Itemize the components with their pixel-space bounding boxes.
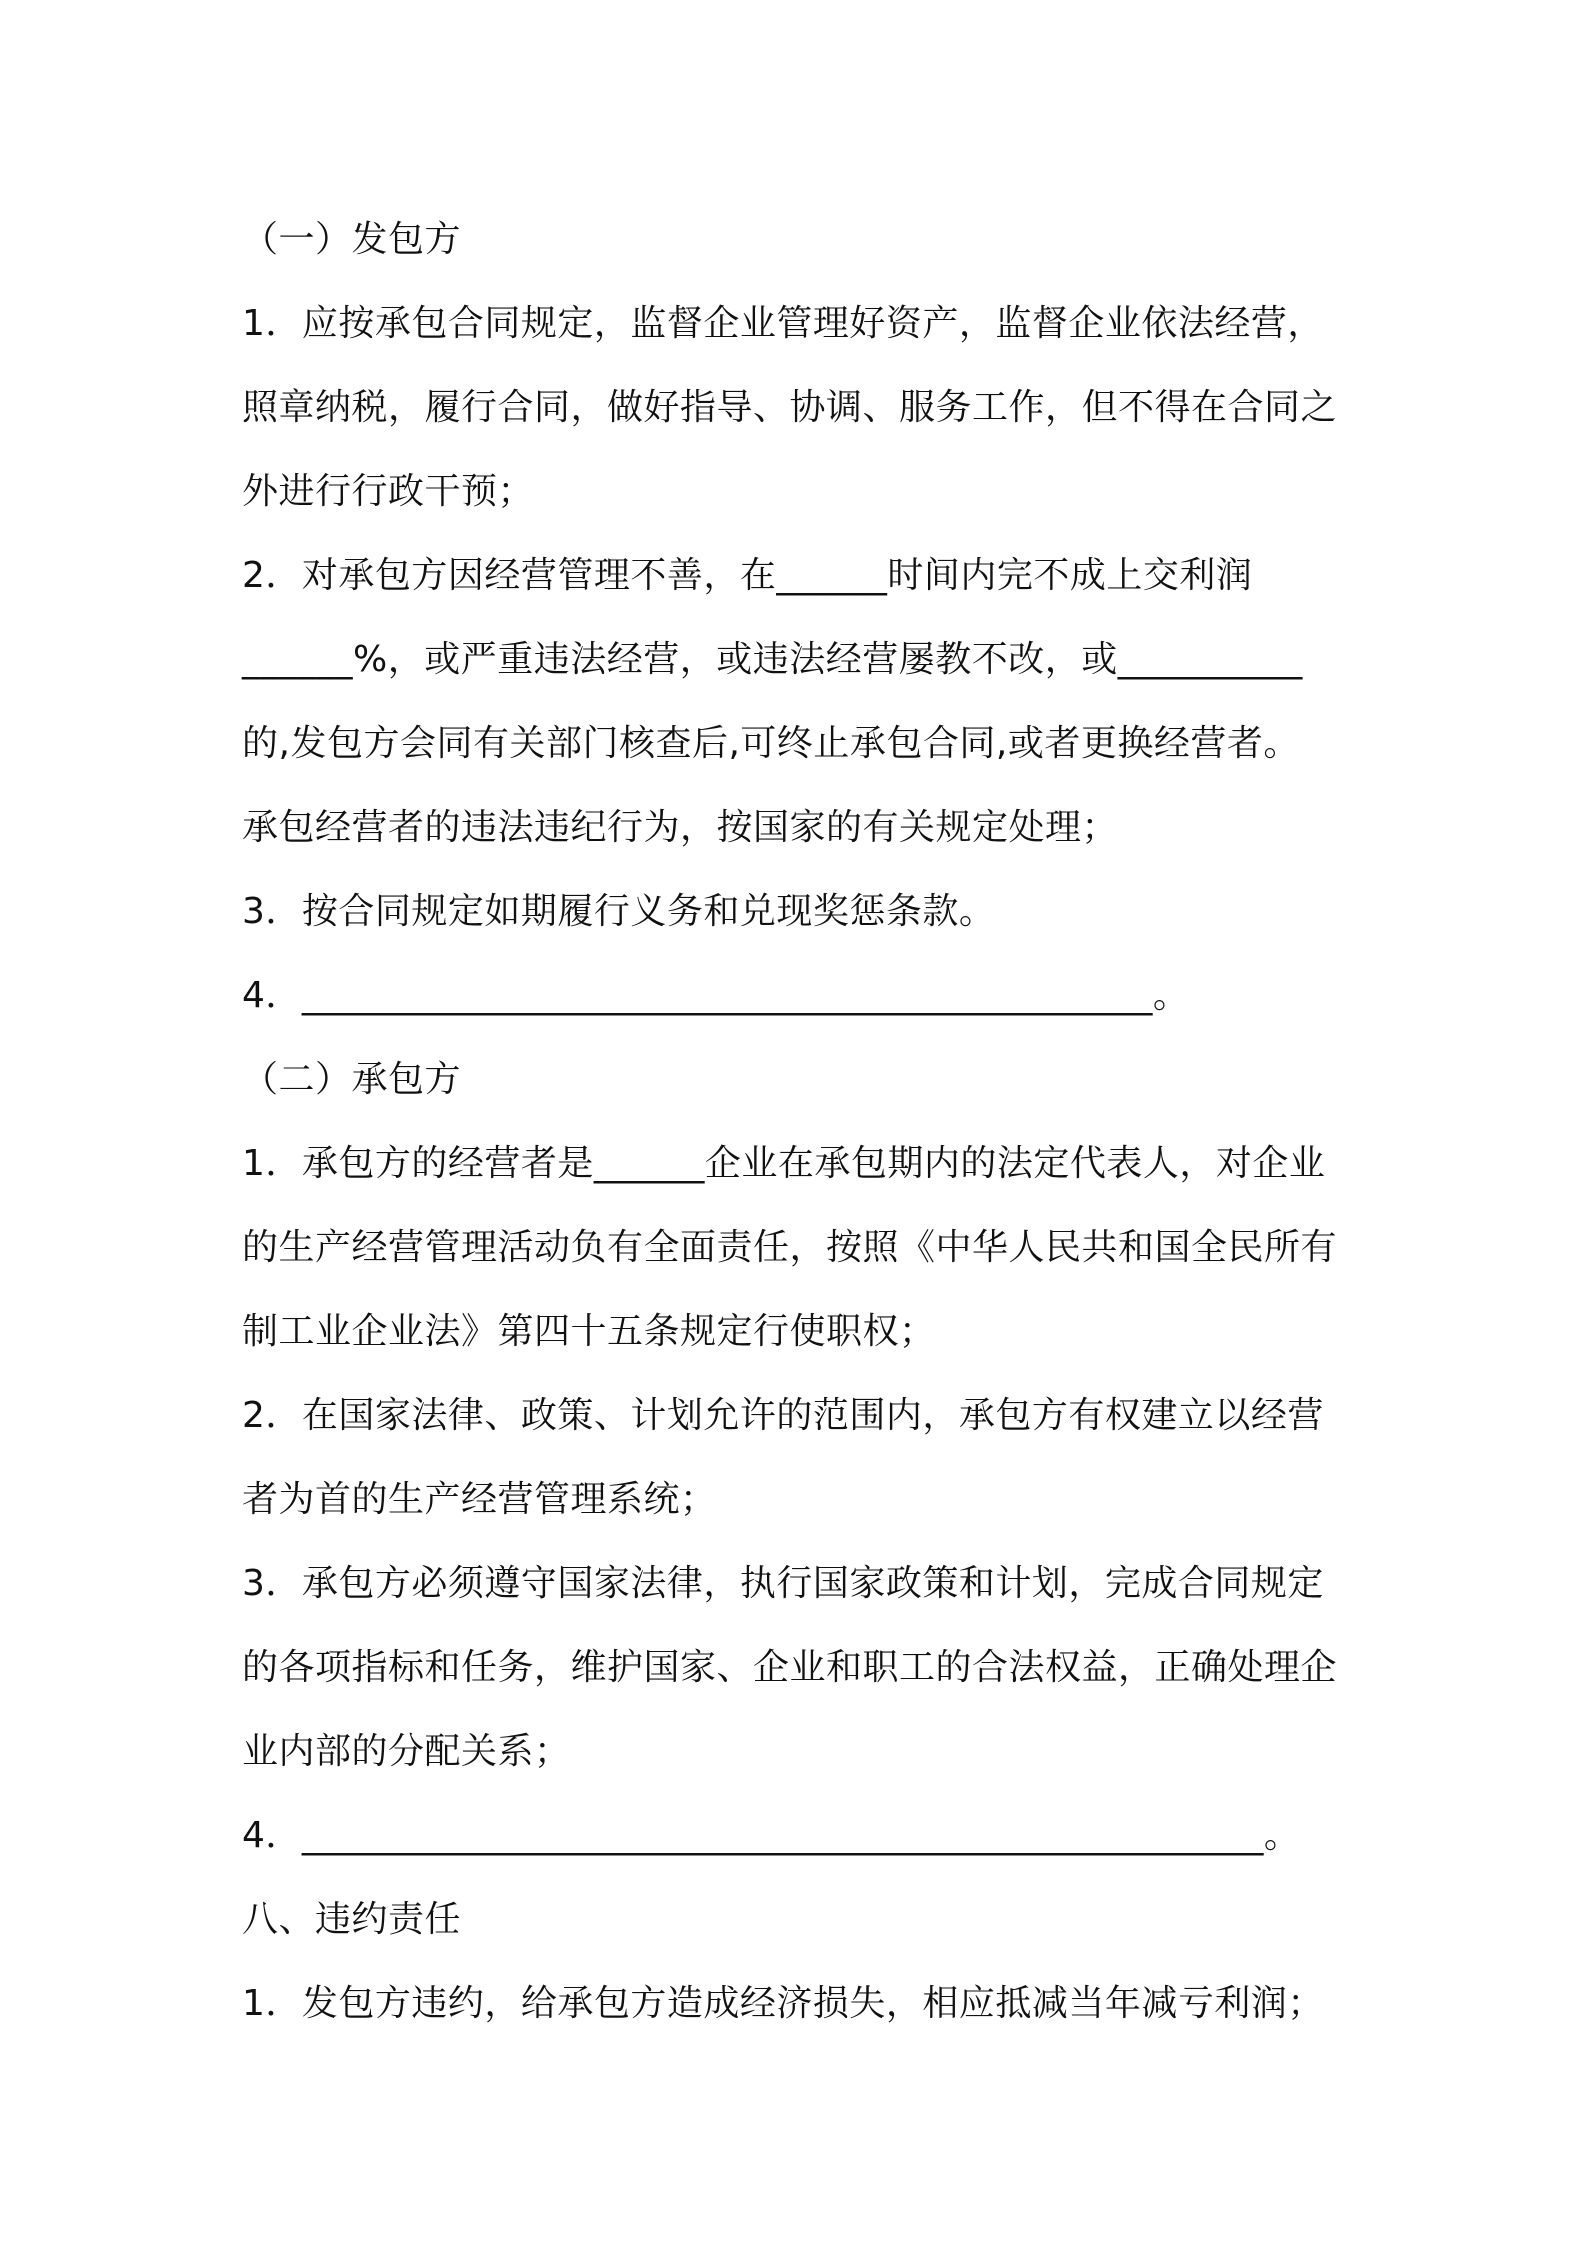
paragraph-line: 1．应按承包合同规定，监督企业管理好资产，监督企业依法经营，	[242, 303, 1324, 344]
paragraph-line: 承包经营者的违法违纪行为，按国家的有关规定处理；	[242, 807, 1119, 848]
blank-fill-line: 4．______________________________________________。	[242, 975, 1190, 1016]
paragraph-line: 2．对承包方因经营管理不善，在______时间内完不成上交利润	[242, 555, 1253, 596]
paragraph-line: ______%，或严重违法经营，或违法经营屡教不改，或__________	[242, 639, 1303, 680]
section-heading-breach-liability: 八、违约责任	[242, 1899, 462, 1940]
document-body	[242, 198, 1362, 2046]
paragraph-line: 1．发包方违约，给承包方造成经济损失，相应抵减当年减亏利润；	[242, 1983, 1324, 2024]
paragraph-line: 的,发包方会同有关部门核查后,可终止承包合同,或者更换经营者。	[242, 723, 1300, 764]
paragraph-line: 1．承包方的经营者是______企业在承包期内的法定代表人，对企业	[242, 1143, 1326, 1184]
paragraph-line: 的生产经营管理活动负有全面责任，按照《中华人民共和国全民所有	[242, 1227, 1338, 1268]
paragraph-line: 者为首的生产经营管理系统；	[242, 1479, 717, 1520]
section-heading-contracted-party: （二）承包方	[242, 1059, 462, 1100]
blank-fill-line: 4．____________________________________________________。	[242, 1815, 1301, 1856]
paragraph-line: 制工业企业法》第四十五条规定行使职权；	[242, 1311, 936, 1352]
section-heading-contractor-party: （一）发包方	[242, 219, 462, 260]
paragraph-line: 的各项指标和任务，维护国家、企业和职工的合法权益，正确处理企	[242, 1647, 1338, 1688]
paragraph-line: 业内部的分配关系；	[242, 1731, 571, 1772]
paragraph-line: 3．承包方必须遵守国家法律，执行国家政策和计划，完成合同规定	[242, 1563, 1324, 1604]
paragraph-line: 2．在国家法律、政策、计划允许的范围内，承包方有权建立以经营	[242, 1395, 1324, 1436]
paragraph-line: 照章纳税，履行合同，做好指导、协调、服务工作，但不得在合同之	[242, 387, 1338, 428]
paragraph-line: 3．按合同规定如期履行义务和兑现奖惩条款。	[242, 891, 996, 932]
paragraph-line: 外进行行政干预；	[242, 471, 535, 512]
